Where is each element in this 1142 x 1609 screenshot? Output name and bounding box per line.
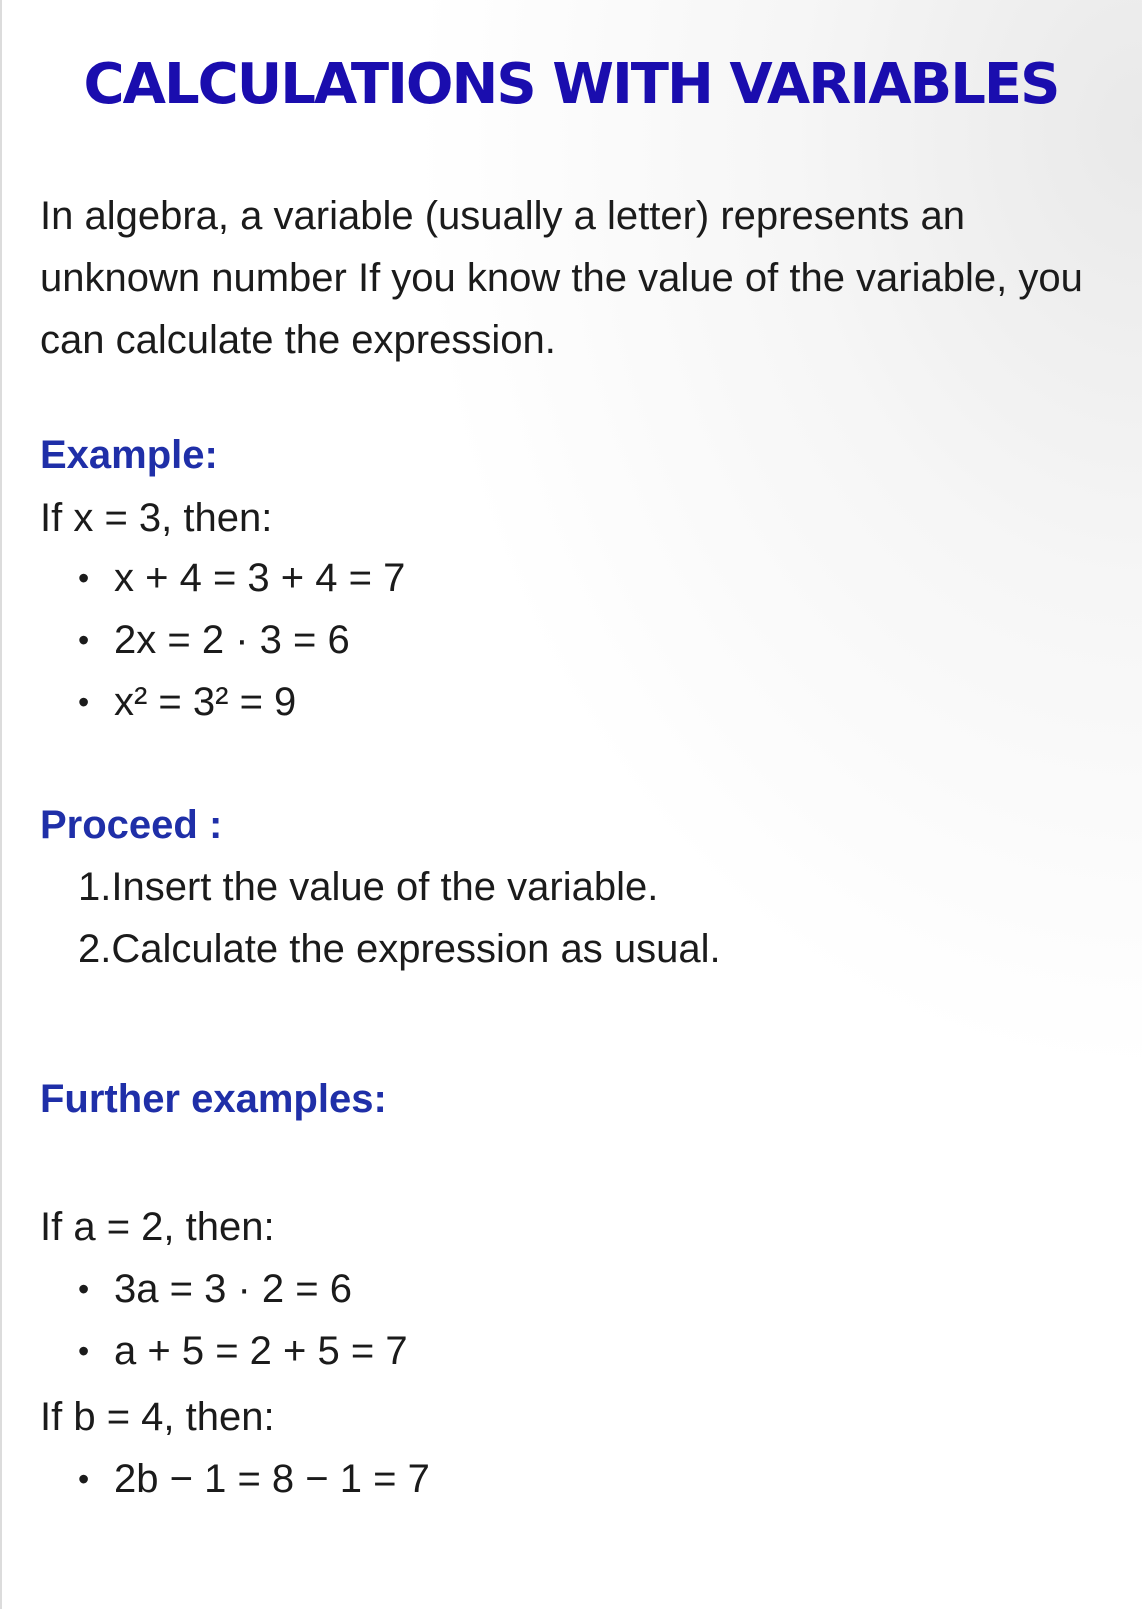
a-condition: If a = 2, then: — [40, 1205, 275, 1249]
bullet-icon: • — [78, 1333, 90, 1369]
list-item — [78, 1454, 430, 1516]
bullet-icon: • — [78, 560, 90, 596]
list-item — [78, 1264, 408, 1326]
a-example-list — [78, 1264, 408, 1388]
list-item-text: 2b − 1 = 8 − 1 = 7 — [114, 1457, 430, 1501]
proceed-heading: Proceed : — [40, 803, 223, 847]
list-item-text: a + 5 = 2 + 5 = 7 — [114, 1329, 408, 1373]
list-item — [78, 553, 405, 615]
page-title: CALCULATIONS WITH VARIABLES — [83, 52, 1059, 117]
example-condition: If x = 3, then: — [40, 496, 273, 540]
b-example-list — [78, 1454, 430, 1516]
bullet-icon: • — [78, 622, 90, 658]
list-item — [78, 677, 405, 739]
list-item-text: 2x = 2 · 3 = 6 — [114, 618, 350, 662]
example-list — [78, 553, 405, 739]
list-item-text: 3a = 3 · 2 = 6 — [114, 1267, 352, 1311]
step-item: 1.Insert the value of the variable. — [78, 865, 659, 909]
intro-paragraph: In algebra, a variable (usually a letter) represents an unknown number If you know the value of the variable, you can calculate the expression. — [40, 194, 1083, 362]
list-item-text: x + 4 = 3 + 4 = 7 — [114, 556, 406, 600]
list-item — [78, 615, 405, 677]
page-edge — [0, 0, 2, 1609]
further-heading: Further examples: — [40, 1077, 387, 1121]
example-heading: Example: — [40, 433, 218, 477]
list-item — [78, 1326, 408, 1388]
proceed-steps — [78, 862, 721, 986]
bullet-icon: • — [78, 684, 90, 720]
bullet-icon: • — [78, 1461, 90, 1497]
list-item-text: x² = 3² = 9 — [114, 680, 297, 724]
bullet-icon: • — [78, 1271, 90, 1307]
b-condition: If b = 4, then: — [40, 1395, 275, 1439]
step-item: 2.Calculate the expression as usual. — [78, 927, 721, 971]
